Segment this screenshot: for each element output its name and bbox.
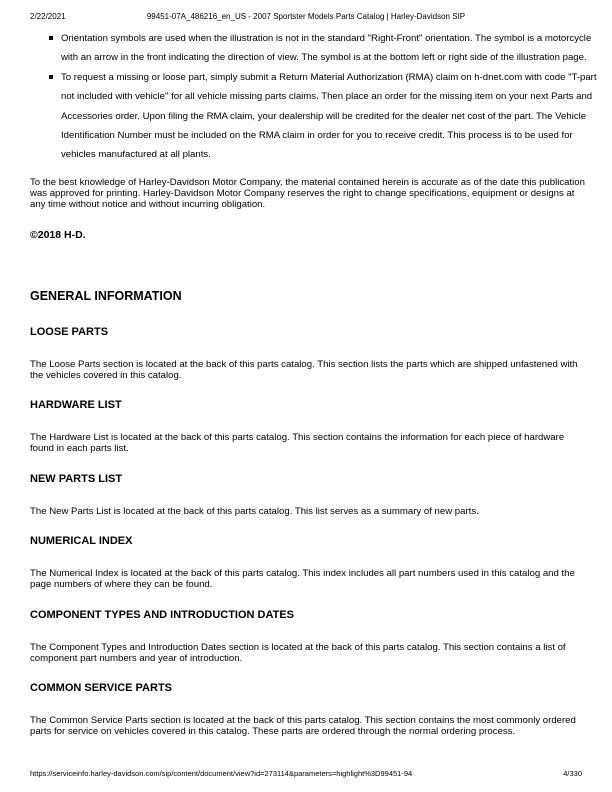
section-text: The Numerical Index is located at the back of this parts catalog. This index includes all part numbers used in this catalog and the page numbers of where they can be found.	[30, 568, 575, 590]
section-heading: NEW PARTS LIST	[30, 473, 123, 485]
page-number: 4/330	[563, 769, 582, 778]
section-heading: COMMON SERVICE PARTS	[30, 682, 172, 694]
section-text: The New Parts List is located at the back of this parts catalog. This list serves as a summary of new parts.	[30, 506, 479, 517]
bullet-list	[32, 29, 609, 165]
general-information-heading: GENERAL INFORMATION	[30, 289, 182, 303]
section-heading: HARDWARE LIST	[30, 399, 122, 411]
section-text: The Hardware List is located at the back of this parts catalog. This section contains the information for each piece of hardware found in each parts list.	[30, 432, 565, 454]
section-text: The Component Types and Introduction Dates section is located at the back of this parts catalog. This section contains a list of component part numbers and year of introduction.	[30, 642, 566, 664]
print-header	[0, 12, 612, 24]
page-url: https://serviceinfo.harley-davidson.com/sip/content/document/view?id=273114&parameters=highlight%3D99451-94	[30, 769, 413, 778]
section-text: The Common Service Parts section is located at the back of this parts catalog. This section contains the most commonly ordered parts for service on vehicles covered in this catalog. These parts are ordered through the normal ordering process.	[30, 715, 576, 737]
section-heading: LOOSE PARTS	[30, 326, 109, 338]
section-heading: NUMERICAL INDEX	[30, 535, 133, 547]
section-text: The Loose Parts section is located at the back of this parts catalog. This section lists the parts which are shipped unfastened with the vehicles covered in this catalog.	[30, 359, 578, 381]
section-heading: COMPONENT TYPES AND INTRODUCTION DATES	[30, 609, 295, 621]
document-title: 99451-07A_486216_en_US - 2007 Sportster Models Parts Catalog | Harley-Davidson SIP	[146, 12, 466, 21]
list-item: To request a missing or loose part, simply submit a Return Material Authorization (RMA) claim on h-dnet.com with code "T-part not included with vehicle" for all vehicle missing parts claims. Then place an order for the missing item on your next Parts and Accessories order. Upon filing the RMA claim, your dealership will be credited for the dealer net cost of the part. The Vehicle Identification Number must be included on the RMA claim in order for you to receive credit. This process is to be used for vehicles manufactured at all plants.	[61, 68, 609, 165]
disclaimer-paragraph: To the best knowledge of Harley-Davidson Motor Company, the material contained herein is accurate as of the date this publication was approved for printing. Harley-Davidson Motor Company reserves the right to change specifications, equipment or designs at any time without notice and without incurring obligation.	[30, 177, 585, 210]
copyright-notice: ©2018 H-D.	[30, 229, 86, 241]
list-item: Orientation symbols are used when the illustration is not in the standard "Right-Front" orientation. The symbol is a motorcycle with an arrow in the front indicating the direction of view. The symbol is at the bottom left or right side of the illustration page.	[61, 29, 609, 68]
print-date: 2/22/2021	[30, 12, 66, 21]
